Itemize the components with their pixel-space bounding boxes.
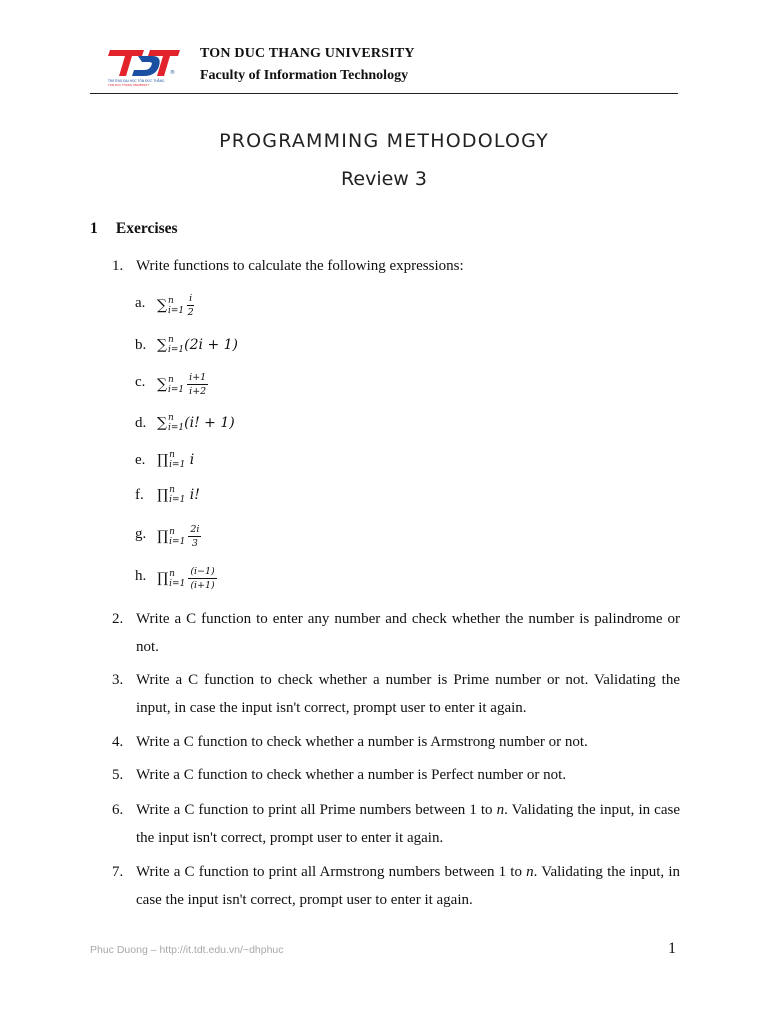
lower-limit: i=1 <box>168 384 185 395</box>
sum-operator: ∑ <box>157 297 167 314</box>
math-item-label: h. <box>135 568 147 584</box>
lower-limit: i=1 <box>168 305 185 316</box>
header-divider <box>90 93 678 94</box>
numerator: 2i <box>190 524 200 535</box>
math-item <box>135 335 335 365</box>
exercise-number: 1. <box>112 258 124 274</box>
math-item <box>135 566 335 596</box>
exercise-number: 2. <box>112 611 124 627</box>
upper-limit: n <box>168 295 174 306</box>
math-expression <box>157 413 235 433</box>
document-title: PROGRAMMING METHODOLOGY <box>219 130 549 152</box>
exercise-text-part: . Validating the input, in case the input isn't correct, prompt user to enter it again. <box>136 802 680 846</box>
exercise-item <box>112 666 680 722</box>
math-expression <box>157 524 201 549</box>
svg-text:®: ® <box>170 70 175 76</box>
exercise-text: Write a C function to check whether a number is Perfect number or not. <box>136 767 567 783</box>
exercise-item <box>112 796 680 852</box>
exercise-number: 4. <box>112 734 124 750</box>
limits <box>169 485 185 505</box>
upper-limit: n <box>169 568 175 579</box>
fraction <box>188 566 216 591</box>
math-item <box>135 450 335 480</box>
logo-tagline: TRƯỜNG ĐẠI HỌC TÔN ĐỨC THẮNG <box>108 79 165 83</box>
exercise-item <box>112 858 680 914</box>
math-expression <box>157 485 200 505</box>
fraction <box>187 293 194 318</box>
math-item-label: e. <box>135 452 146 468</box>
exercise-text: Write a C function to check whether a number is Armstrong number or not. <box>136 734 588 750</box>
exercise-text-part: . Validating the input, in case the input isn't correct, prompt user to enter it again. <box>136 864 680 908</box>
lower-limit: i=1 <box>168 423 185 433</box>
upper-limit: n <box>169 450 175 460</box>
math-item <box>135 413 335 443</box>
denominator: (i+1) <box>190 580 215 591</box>
exercise-text <box>136 796 680 852</box>
exercise-text: Write a C function to check whether a number is Prime number or not. Validating the input, in case the input isn't correct, prompt user to enter it again. <box>136 672 680 716</box>
lower-limit: i=1 <box>168 345 185 355</box>
denominator: 2 <box>187 307 194 318</box>
math-expression <box>157 372 208 397</box>
product-operator: ∏ <box>157 570 169 587</box>
math-item-label: a. <box>135 295 146 311</box>
exercise-text <box>136 858 680 914</box>
exercise-item <box>112 761 680 789</box>
exercise-variable: n <box>526 864 534 880</box>
page-header <box>90 36 680 94</box>
university-name: TON DUC THANG UNIVERSITY <box>200 46 415 61</box>
exercise-number: 6. <box>112 802 124 818</box>
limits <box>168 296 184 316</box>
document-subtitle: Review 3 <box>341 168 427 190</box>
lower-limit: i=1 <box>169 536 186 547</box>
limits <box>168 335 184 355</box>
limits <box>168 413 184 433</box>
section-heading <box>90 220 178 238</box>
exercise-text: Write functions to calculate the following expressions: <box>136 258 464 274</box>
upper-limit: n <box>168 374 174 385</box>
denominator: i+2 <box>189 386 207 397</box>
fraction <box>188 524 201 549</box>
sum-operator: ∑ <box>157 337 167 353</box>
exercise-text: Write a C function to enter any number and check whether the number is palindrome or not. <box>136 611 680 655</box>
upper-limit: n <box>168 335 174 345</box>
product-operator: ∏ <box>157 452 169 468</box>
math-body: i <box>189 452 195 468</box>
sum-operator: ∑ <box>157 415 167 431</box>
exercise-item <box>112 252 680 280</box>
exercise-item <box>112 728 680 756</box>
section-title: Exercises <box>115 220 178 237</box>
lower-limit: i=1 <box>169 578 186 589</box>
lower-limit: i=1 <box>169 495 186 505</box>
exercise-number: 3. <box>112 672 124 688</box>
product-operator: ∏ <box>157 528 169 545</box>
tdt-logo-icon <box>104 44 180 88</box>
exercise-text-part: Write a C function to print all Prime numbers between 1 to <box>136 802 497 818</box>
math-item <box>135 293 335 323</box>
math-item-label: c. <box>135 374 146 390</box>
math-expression <box>157 293 194 318</box>
exercise-variable: n <box>496 802 505 818</box>
math-body: (2i + 1) <box>184 337 239 353</box>
exercise-number: 5. <box>112 767 124 783</box>
limits <box>169 450 185 470</box>
denominator: 3 <box>191 538 198 549</box>
exercise-item <box>112 605 680 661</box>
math-expression <box>157 335 238 355</box>
math-expression <box>157 566 217 591</box>
math-item <box>135 524 335 554</box>
upper-limit: n <box>168 413 174 423</box>
numerator: (i−1) <box>190 566 215 577</box>
math-item <box>135 372 335 402</box>
math-body: i! <box>189 487 200 503</box>
math-item-label: d. <box>135 415 147 431</box>
upper-limit: n <box>169 526 175 537</box>
math-item-label: g. <box>135 526 147 542</box>
limits <box>168 375 184 395</box>
lower-limit: i=1 <box>169 460 186 470</box>
exercise-text-part: Write a C function to print all Armstrong numbers between 1 to <box>136 864 527 880</box>
limits <box>169 527 185 547</box>
math-item-label: f. <box>135 487 144 503</box>
exercise-number: 7. <box>112 864 124 880</box>
math-body: (i! + 1) <box>184 415 235 431</box>
sum-operator: ∑ <box>157 376 167 393</box>
fraction <box>187 372 208 397</box>
product-operator: ∏ <box>157 487 169 503</box>
limits <box>169 569 185 589</box>
math-item-label: b. <box>135 337 147 353</box>
logo-tagline-en: TON DUC THANG UNIVERSITY <box>108 83 150 87</box>
footer-credit: Phuc Duong – http://it.tdt.edu.vn/~dhphuc <box>90 944 284 956</box>
faculty-name: Faculty of Information Technology <box>200 68 409 83</box>
numerator: i <box>189 293 193 304</box>
math-expression <box>157 450 194 470</box>
page-number: 1 <box>668 940 676 957</box>
upper-limit: n <box>169 485 175 495</box>
math-item <box>135 485 335 515</box>
numerator: i+1 <box>189 372 207 383</box>
section-number: 1 <box>90 220 98 237</box>
